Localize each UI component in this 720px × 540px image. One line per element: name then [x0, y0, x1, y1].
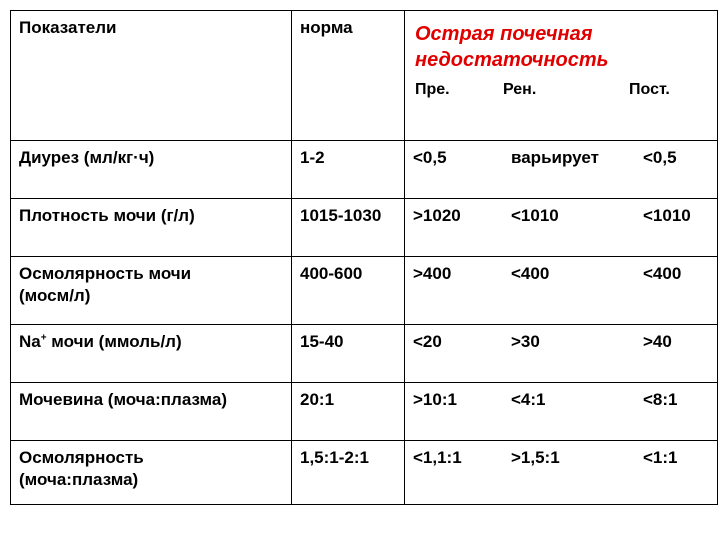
header-indicators	[11, 11, 292, 141]
header-indicators-label: Показатели	[19, 18, 117, 37]
row-values	[405, 383, 718, 441]
value-pre: <20	[413, 332, 442, 351]
header-arf-group	[405, 11, 718, 141]
value-post: <1:1	[643, 448, 678, 467]
row-label-text: Плотность мочи (г/л)	[19, 206, 195, 225]
row-label	[11, 441, 292, 505]
row-values	[405, 141, 718, 199]
subheader-ren: Рен.	[503, 81, 537, 98]
row-norm	[292, 441, 405, 505]
row-label-line2: (мосм/л)	[19, 286, 91, 305]
row-label	[11, 325, 292, 383]
kidney-failure-table	[10, 10, 718, 505]
row-norm	[292, 257, 405, 325]
row-norm	[292, 325, 405, 383]
row-values	[405, 441, 718, 505]
table-row	[11, 383, 718, 441]
table-row	[11, 199, 718, 257]
arf-title-line2: недостаточность	[415, 49, 609, 71]
row-label-sup: +	[40, 332, 47, 344]
row-values	[405, 325, 718, 383]
arf-title-line1: Острая почечная	[415, 23, 593, 45]
row-label-rest: мочи (ммоль/л)	[46, 332, 182, 351]
value-pre: >400	[413, 264, 452, 283]
value-pre: <0,5	[413, 148, 447, 167]
value-post: <0,5	[643, 148, 677, 167]
header-norm	[292, 11, 405, 141]
table-row	[11, 325, 718, 383]
value-ren: <4:1	[511, 390, 546, 409]
row-norm-text: 1-2	[300, 148, 325, 167]
subheader-pre: Пре.	[415, 81, 450, 98]
row-label-line1: Осмолярность мочи	[19, 264, 192, 283]
row-label-text	[11, 325, 291, 353]
row-values	[405, 257, 718, 325]
row-norm-text: 15-40	[300, 332, 344, 351]
row-norm	[292, 383, 405, 441]
value-ren: >30	[511, 332, 540, 351]
row-label-line1: Осмолярность	[19, 448, 144, 467]
table-row	[11, 441, 718, 505]
row-label-line2: (моча:плазма)	[19, 470, 139, 489]
row-norm	[292, 141, 405, 199]
row-label	[11, 257, 292, 325]
row-norm-text: 1,5:1-2:1	[300, 448, 369, 467]
subheader-post: Пост.	[629, 81, 670, 98]
row-norm-text: 400-600	[300, 264, 363, 283]
value-ren: >1,5:1	[511, 448, 560, 467]
value-ren: варьирует	[511, 148, 599, 167]
value-ren: <1010	[511, 206, 559, 225]
value-pre: >10:1	[413, 390, 457, 409]
row-label-text: Диурез (мл/кг·ч)	[19, 148, 155, 167]
value-post: <1010	[643, 206, 691, 225]
value-pre: >1020	[413, 206, 461, 225]
table-row	[11, 257, 718, 325]
row-label	[11, 199, 292, 257]
value-post: <400	[643, 264, 682, 283]
row-label	[11, 141, 292, 199]
header-norm-label: норма	[300, 18, 353, 37]
row-norm	[292, 199, 405, 257]
row-label-text	[11, 441, 291, 491]
row-label-text: Мочевина (моча:плазма)	[19, 390, 227, 409]
table-row	[11, 141, 718, 199]
header-row	[11, 11, 718, 141]
arf-subheaders	[405, 73, 717, 99]
row-norm-text: 1015-1030	[300, 206, 382, 225]
row-values	[405, 199, 718, 257]
row-label-text	[11, 257, 291, 307]
arf-title	[405, 11, 717, 73]
row-label	[11, 383, 292, 441]
value-post: >40	[643, 332, 672, 351]
value-pre: <1,1:1	[413, 448, 462, 467]
value-ren: <400	[511, 264, 550, 283]
row-label-prefix: Na	[19, 332, 41, 351]
row-norm-text: 20:1	[300, 390, 335, 409]
value-post: <8:1	[643, 390, 678, 409]
